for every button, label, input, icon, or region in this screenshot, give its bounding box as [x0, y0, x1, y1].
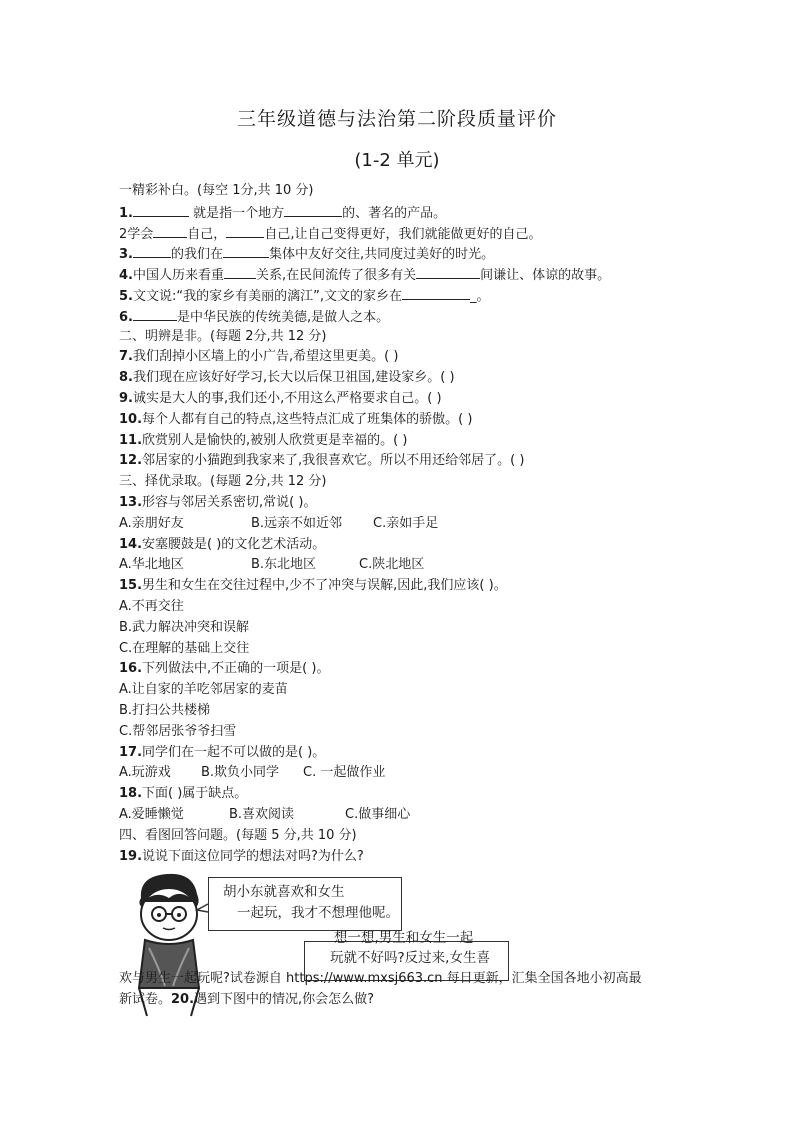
- answer-blank[interactable]: [133, 202, 189, 217]
- question-number: 4.: [119, 268, 133, 284]
- question-19: 19.说说下面这位同学的想法对吗?为什么?: [119, 848, 364, 864]
- answer-blank[interactable]: [226, 223, 264, 238]
- option-b[interactable]: B.打扫公共楼梯: [119, 702, 211, 718]
- question-12: 12.邻居家的小猫跑到我家来了,我很喜欢它。所以不用还给邻居了。( ): [119, 453, 525, 469]
- question-1: 1. 就是指一个地方 的、著名的产品。: [119, 202, 689, 223]
- section4-heading: 四、看图回答问题。(每题 5 分,共 10 分): [119, 827, 357, 843]
- option-a[interactable]: A.不再交往: [119, 598, 184, 614]
- option-c[interactable]: C.帮邻居张爷爷扫雪: [119, 723, 237, 739]
- answer-blank[interactable]: [402, 285, 470, 300]
- option-c[interactable]: C.陕北地区: [359, 557, 425, 573]
- answer-blank[interactable]: [223, 243, 269, 258]
- option-c[interactable]: C.在理解的基础上交往: [119, 640, 250, 656]
- option-b[interactable]: B.东北地区: [251, 557, 317, 573]
- question-15: 15.男生和女生在交往过程中,少不了冲突与误解,因此,我们应该( )。: [119, 578, 507, 594]
- section1-heading: 一精彩补白。(每空 1分,共 10 分): [119, 183, 314, 198]
- option-c[interactable]: C. 一起做作业: [303, 765, 386, 781]
- option-b[interactable]: B.武力解决冲突和误解: [119, 619, 250, 635]
- exam-body: [119, 181, 689, 867]
- option-a[interactable]: A.华北地区: [119, 557, 184, 573]
- thought-text: 想一想,男生和女生一起 玩就不好吗?反过来,女生喜: [330, 930, 490, 966]
- question-17-options: [119, 763, 689, 784]
- speech-bubble: 胡小东就喜欢和女生 一起玩，我才不想理他呢。: [208, 877, 402, 931]
- question-3: 3. 的我们在 集体中友好交往,共同度过美好的时光。: [119, 243, 689, 264]
- question-8: 8.我们现在应该好好学习,长大以后保卫祖国,建设家乡。( ): [119, 370, 455, 386]
- option-a[interactable]: A.让自家的羊吃邻居家的麦苗: [119, 682, 288, 698]
- question-number: 3.: [119, 247, 133, 263]
- option-a[interactable]: A.爱睡懒觉: [119, 806, 184, 822]
- question-number: 2: [119, 226, 128, 242]
- section2-heading: 二、明辨是非。(每题 2分,共 12 分): [119, 328, 327, 344]
- question-16: 16.下列做法中,不正确的一项是( )。: [119, 661, 330, 677]
- question-2: 2学会 自己， 自己,让自己变得更好，我们就能做更好的自己。: [119, 223, 689, 244]
- option-c[interactable]: C.做事细心: [345, 806, 411, 822]
- question-14: 14.安塞腰鼓是( )的文化艺术活动。: [119, 536, 326, 552]
- question-14-options: [119, 555, 689, 576]
- question-13-options: [119, 514, 689, 535]
- section3-heading: 三、择优录取。(每题 2分,共 12 分): [119, 474, 327, 490]
- question-18: 18.下面( )属于缺点。: [119, 786, 248, 802]
- answer-blank[interactable]: [153, 223, 187, 238]
- answer-blank[interactable]: [133, 306, 177, 321]
- page-subtitle: (1-2 单元): [354, 150, 440, 171]
- question-7: 7.我们刮掉小区墙上的小广告,希望这里更美。( ): [119, 349, 399, 365]
- option-a[interactable]: A.玩游戏: [119, 765, 171, 781]
- option-b[interactable]: B.喜欢阅读: [229, 806, 295, 822]
- answer-blank[interactable]: [416, 264, 480, 279]
- option-b[interactable]: B.远亲不如近邻: [251, 515, 343, 531]
- question-11: 11.欣赏别人是愉快的,被别人欣赏更是幸福的。( ): [119, 432, 408, 448]
- answer-blank[interactable]: [284, 202, 342, 217]
- answer-blank[interactable]: [224, 264, 256, 279]
- question-18-options: [119, 805, 689, 826]
- question-number: 5.: [119, 288, 133, 304]
- question-13: 13.形容与邻居关系密切,常说( )。: [119, 494, 317, 510]
- option-a[interactable]: A.亲朋好友: [119, 515, 184, 531]
- question-17: 17.同学们在一起不可以做的是( )。: [119, 744, 326, 760]
- option-b[interactable]: B.欺负小同学: [201, 765, 280, 781]
- page-title: 三年级道德与法治第二阶段质量评价: [236, 108, 557, 130]
- question-number: 1.: [119, 205, 133, 221]
- question-5: 5.文文说:“我的家乡有美丽的漓江”,文文的家乡在 _。: [119, 285, 689, 306]
- answer-blank[interactable]: [133, 243, 171, 258]
- question-9: 9.诚实是大人的事,我们还小,不用这么严格要求自己。( ): [119, 390, 442, 406]
- question-10: 10.每个人都有自己的特点,这些特点汇成了班集体的骄傲。( ): [119, 411, 473, 427]
- footer-text: 欢与男生一起玩呢?试卷源自 https://www.mxsj663.cn 每日更新，汇集全国各地小初高最 新试卷。20.遇到下图中的情况,你会怎么做?: [119, 971, 642, 1007]
- question-4: 4.中国人历来看重 关系,在民间流传了很多有关 间谦让、体谅的故事。: [119, 264, 689, 285]
- question-number: 6.: [119, 309, 133, 325]
- question-6: 6. 是中华民族的传统美德,是做人之本。: [119, 306, 689, 327]
- option-c[interactable]: C.亲如手足: [373, 515, 439, 531]
